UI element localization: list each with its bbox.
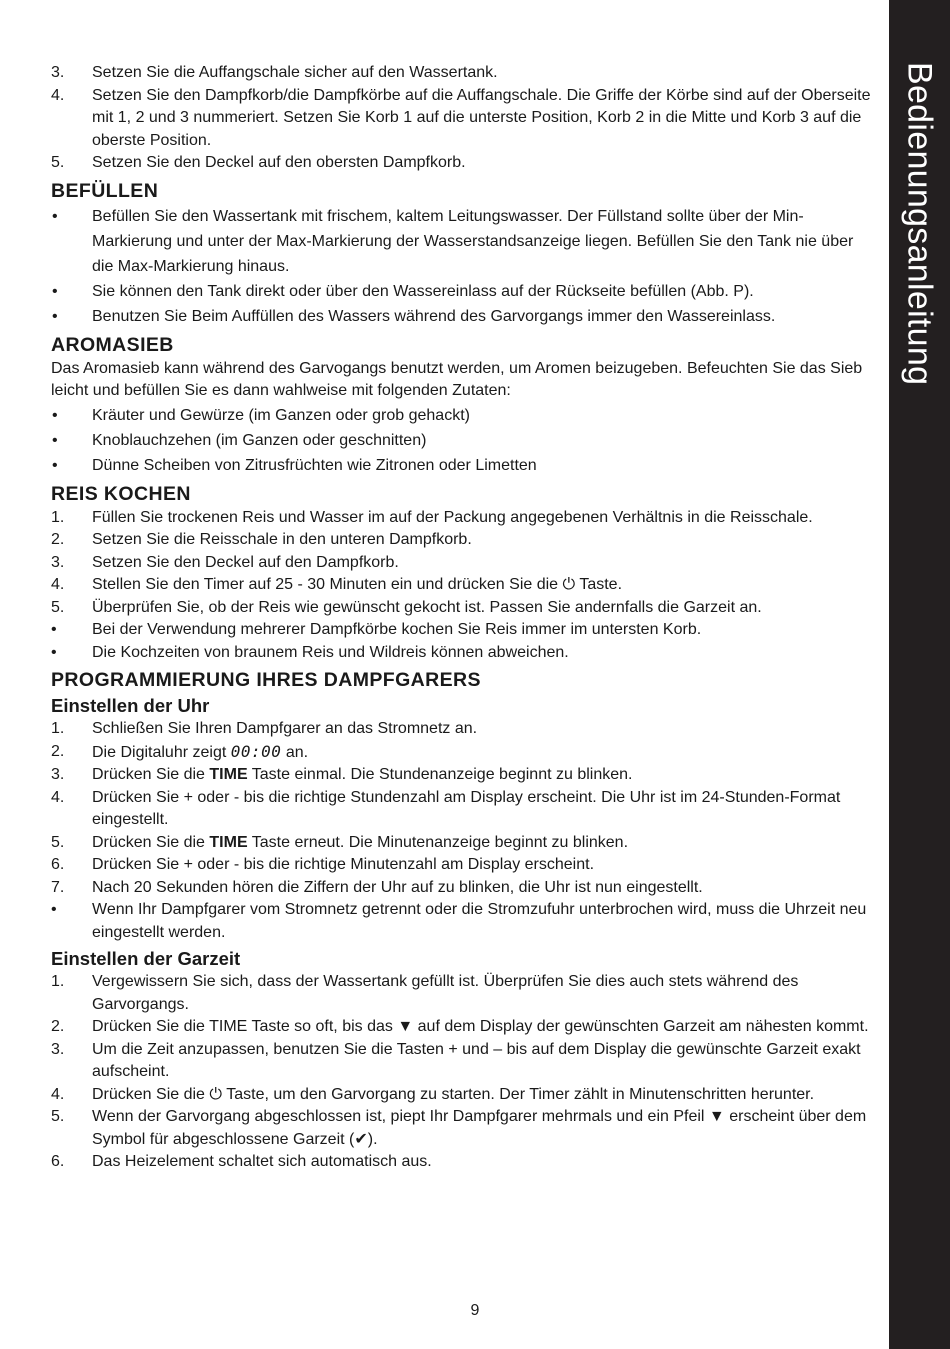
text-segment: Drücken Sie die bbox=[92, 766, 205, 783]
bullet-marker: • bbox=[52, 207, 58, 225]
step-number: 1. bbox=[51, 720, 65, 737]
list-item bbox=[51, 204, 877, 279]
step-number: 5. bbox=[51, 154, 65, 171]
step-number: 3. bbox=[51, 553, 65, 571]
sidebar-tab bbox=[889, 0, 950, 1349]
button-label-time: TIME bbox=[209, 833, 248, 851]
step-text: Nach 20 Sekunden hören die Ziffern der Uhr auf zu blinken, die Uhr ist nun eingestellt. bbox=[92, 878, 703, 896]
list-item bbox=[51, 877, 877, 900]
text-segment: ). bbox=[367, 1130, 378, 1148]
step-number: 3. bbox=[51, 64, 65, 81]
page-number: 9 bbox=[470, 1302, 480, 1319]
text-segment: Drücken Sie die bbox=[92, 1085, 205, 1103]
digital-clock-display: 00:00 bbox=[230, 741, 282, 761]
list-item bbox=[51, 507, 877, 530]
list-item bbox=[51, 552, 877, 575]
list-item bbox=[51, 1106, 877, 1151]
text-segment: Stellen Sie den Timer auf 25 - 30 Minuten ein und drücken Sie die bbox=[92, 576, 559, 593]
list-item bbox=[51, 1151, 877, 1174]
checkmark-icon: ✔ bbox=[354, 1130, 368, 1148]
down-arrow-icon: ▼ bbox=[397, 1018, 414, 1035]
bullet-text: Die Kochzeiten von braunem Reis und Wildreis können abweichen. bbox=[92, 643, 569, 661]
step-number: 5. bbox=[51, 598, 65, 616]
step-text bbox=[92, 832, 877, 855]
step-number: 2. bbox=[51, 1018, 65, 1035]
step-number: 4. bbox=[51, 1085, 65, 1103]
list-item bbox=[51, 403, 877, 428]
bullet-marker: • bbox=[51, 621, 57, 638]
step-text: Drücken Sie + oder - bis die richtige Minutenzahl am Display erscheint. bbox=[92, 856, 595, 873]
list-item bbox=[51, 1039, 877, 1084]
down-arrow-icon: ▼ bbox=[708, 1108, 725, 1125]
bullet-text: Sie können den Tank direkt oder über den Wassereinlass auf der Rückseite befüllen (Abb. P). bbox=[92, 282, 754, 300]
text-segment: an. bbox=[285, 743, 309, 761]
section-heading-programmierung: PROGRAMMIERUNG IHRES DAMPFGARERS bbox=[51, 669, 481, 691]
bullet-marker: • bbox=[52, 431, 58, 449]
step-number: 7. bbox=[51, 878, 65, 896]
step-number: 5. bbox=[51, 833, 65, 851]
step-number: 4. bbox=[51, 576, 65, 593]
list-item bbox=[51, 899, 877, 944]
step-text: Überprüfen Sie, ob der Reis wie gewünscht gekocht ist. Passen Sie andernfalls die Garzeit an. bbox=[92, 598, 762, 616]
bullet-marker: • bbox=[52, 456, 58, 474]
list-item bbox=[51, 428, 877, 453]
bullet-text: Knoblauchzehen (im Ganzen oder geschnitten) bbox=[92, 431, 427, 449]
step-text bbox=[92, 764, 877, 787]
text-segment: Wenn der Garvorgang abgeschlossen ist, piept Ihr Dampfgarer mehrmals und ein Pfeil bbox=[92, 1108, 705, 1125]
bullet-marker: • bbox=[51, 643, 57, 661]
step-number: 6. bbox=[51, 1153, 65, 1170]
bullet-marker: • bbox=[52, 282, 58, 300]
bullet-text: Benutzen Sie Beim Auffüllen des Wassers während des Garvorgangs immer den Wassereinlass. bbox=[92, 307, 776, 325]
power-icon: ⏻ bbox=[562, 576, 576, 593]
bullet-marker: • bbox=[52, 307, 58, 325]
list-item bbox=[51, 971, 877, 1016]
step-text: Um die Zeit anzupassen, benutzen Sie die Tasten + und – bis auf dem Display die gewünschte Garzeit exakt aufscheint. bbox=[92, 1040, 861, 1080]
sidebar-title: Bedienungsanleitung bbox=[900, 62, 939, 386]
step-text bbox=[92, 1106, 877, 1151]
step-number: 3. bbox=[51, 766, 65, 783]
text-segment: Taste einmal. Die Stundenanzeige beginnt zu blinken. bbox=[251, 766, 633, 783]
list-item bbox=[51, 741, 877, 765]
text-segment: Die Digitaluhr zeigt bbox=[92, 743, 227, 761]
text-segment: Taste. bbox=[579, 576, 623, 593]
list-item bbox=[51, 304, 877, 329]
list-item bbox=[51, 1084, 877, 1107]
step-text bbox=[92, 1016, 877, 1039]
step-text: Füllen Sie trockenen Reis und Wasser im auf der Packung angegebenen Verhältnis in die Reisschale. bbox=[92, 508, 813, 526]
subsection-heading-garzeit: Einstellen der Garzeit bbox=[51, 948, 241, 969]
step-number: 3. bbox=[51, 1040, 65, 1058]
step-text bbox=[92, 1084, 877, 1107]
list-item bbox=[51, 62, 877, 85]
section-intro: Das Aromasieb kann während des Garvogangs benutzt werden, um Aromen beizugeben. Befeuchten Sie das Sieb leicht und befüllen Sie es dann wahlweise mit folgenden Zutaten: bbox=[51, 359, 863, 399]
section-heading-befuellen: BEFÜLLEN bbox=[51, 179, 159, 202]
step-text: Das Heizelement schaltet sich automatisch aus. bbox=[92, 1153, 432, 1170]
subsection-heading-uhr: Einstellen der Uhr bbox=[51, 695, 210, 716]
bullet-text: Wenn Ihr Dampfgarer vom Stromnetz getrennt oder die Stromzufuhr unterbrochen wird, muss die Uhrzeit neu eingestellt werden. bbox=[92, 901, 867, 941]
step-number: 6. bbox=[51, 856, 65, 873]
step-number: 1. bbox=[51, 973, 65, 990]
step-text: Setzen Sie den Deckel auf den Dampfkorb. bbox=[92, 553, 399, 571]
text-segment: Taste erneut. Die Minutenanzeige beginnt zu blinken. bbox=[251, 833, 629, 851]
step-text bbox=[92, 574, 877, 597]
bullet-text: Dünne Scheiben von Zitrusfrüchten wie Zitronen oder Limetten bbox=[92, 456, 537, 474]
step-text: Setzen Sie die Reisschale in den unteren Dampfkorb. bbox=[92, 531, 472, 548]
list-item bbox=[51, 453, 877, 478]
power-icon: ⏻ bbox=[209, 1085, 223, 1103]
bullet-marker: • bbox=[52, 406, 58, 424]
page-content bbox=[51, 62, 877, 1174]
text-segment: Drücken Sie die bbox=[92, 833, 205, 851]
list-item bbox=[51, 832, 877, 855]
bullet-text: Befüllen Sie den Wassertank mit frischem, kaltem Leitungswasser. Der Füllstand sollte über der Min-Markierung und unter der Max-Markierung der Wasserstandsanzeige liegen. Befüllen Sie den Tank nie über die Max-Markierung hinaus. bbox=[92, 207, 854, 275]
bullet-marker: • bbox=[51, 901, 57, 918]
list-item bbox=[51, 764, 877, 787]
button-label-time: TIME bbox=[209, 766, 248, 783]
step-number: 4. bbox=[51, 86, 65, 104]
text-segment: auf dem Display der gewünschten Garzeit am nähesten kommt. bbox=[417, 1018, 869, 1035]
step-text: Setzen Sie den Dampfkorb/die Dampfkörbe auf die Auffangschale. Die Griffe der Körbe sind auf der Oberseite mit 1, 2 und 3 nummeriert. Setzen Sie Korb 1 auf die unterste Position, Korb 2 in die Mitte und Korb 3 auf die oberste Position. bbox=[92, 86, 871, 149]
text-segment: Drücken Sie die TIME Taste so oft, bis das bbox=[92, 1018, 393, 1035]
list-item bbox=[51, 279, 877, 304]
text-segment: Taste, um den Garvorgang zu starten. Der Timer zählt in Minutenschritten herunter. bbox=[226, 1085, 815, 1103]
step-text: Drücken Sie + oder - bis die richtige Stundenzahl am Display erscheint. Die Uhr ist im 24-Stunden-Format eingestellt. bbox=[92, 788, 841, 828]
text-segment: erscheint über dem Symbol für abgeschlossene Garzeit ( bbox=[92, 1108, 867, 1148]
list-item bbox=[51, 854, 877, 877]
step-text: Setzen Sie die Auffangschale sicher auf den Wassertank. bbox=[92, 64, 498, 81]
list-item bbox=[51, 787, 877, 832]
step-text bbox=[92, 741, 877, 765]
bullet-text: Kräuter und Gewürze (im Ganzen oder grob gehackt) bbox=[92, 406, 470, 424]
list-item bbox=[51, 619, 877, 642]
list-item bbox=[51, 152, 877, 175]
step-text: Schließen Sie Ihren Dampfgarer an das Stromnetz an. bbox=[92, 720, 478, 737]
section-heading-reis: REIS KOCHEN bbox=[51, 482, 191, 505]
step-number: 4. bbox=[51, 788, 65, 806]
list-item bbox=[51, 597, 877, 620]
list-item bbox=[51, 718, 877, 741]
list-item bbox=[51, 85, 877, 153]
step-number: 2. bbox=[51, 531, 65, 548]
step-number: 5. bbox=[51, 1108, 65, 1125]
list-item bbox=[51, 642, 877, 665]
list-item bbox=[51, 1016, 877, 1039]
step-number: 1. bbox=[51, 508, 65, 526]
list-item bbox=[51, 529, 877, 552]
bullet-text: Bei der Verwendung mehrerer Dampfkörbe kochen Sie Reis immer im untersten Korb. bbox=[92, 621, 702, 638]
list-item bbox=[51, 574, 877, 597]
step-text: Vergewissern Sie sich, dass der Wassertank gefüllt ist. Überprüfen Sie dies auch stets während des Garvorgangs. bbox=[92, 973, 799, 1013]
section-heading-aromasieb: AROMASIEB bbox=[51, 333, 174, 356]
step-number: 2. bbox=[51, 742, 65, 760]
step-text: Setzen Sie den Deckel auf den obersten Dampfkorb. bbox=[92, 154, 466, 171]
